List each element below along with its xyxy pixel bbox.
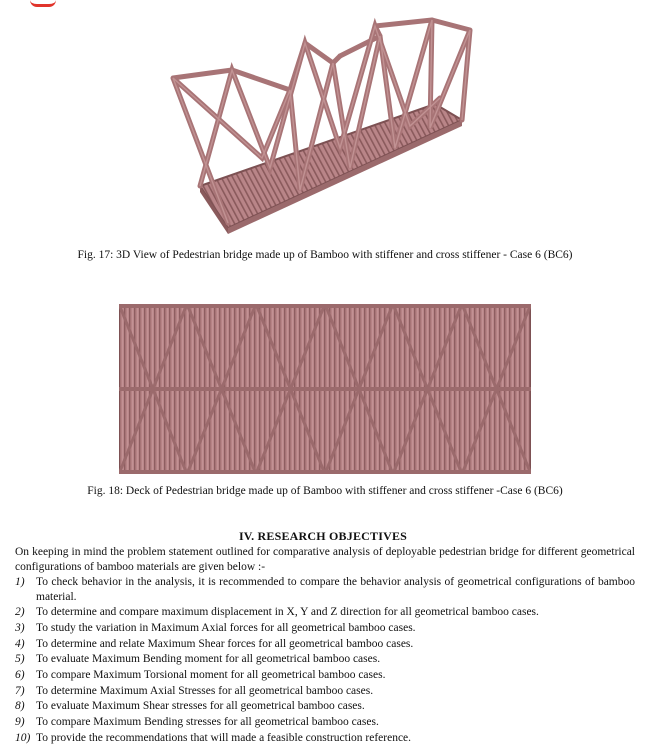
list-item [15,605,635,620]
list-item [15,637,635,652]
item-text: To compare Maximum Torsional moment for all geometrical bamboo cases. [36,668,386,681]
item-text: To study the variation in Maximum Axial forces for all geometrical bamboo cases. [36,621,416,634]
objectives-list [15,575,635,746]
item-number: 6) [15,668,25,681]
list-item [15,652,635,667]
list-item [15,715,635,730]
item-text: To determine and relate Maximum Shear forces for all geometrical bamboo cases. [36,637,414,650]
item-text: To evaluate Maximum Shear stresses for all geometrical bamboo cases. [36,700,365,713]
section-heading: IV. RESEARCH OBJECTIVES [238,529,408,543]
item-text: To determine Maximum Axial Stresses for all geometrical bamboo cases. [36,684,374,697]
item-number: 2) [15,606,25,619]
item-number: 7) [15,684,25,697]
list-item [15,668,635,683]
list-item [15,699,635,714]
corner-mark [30,0,56,7]
figure-17-caption: Fig. 17: 3D View of Pedestrian bridge made up of Bamboo with stiffener and cross stiffener - Case 6 (BC6) [77,249,573,261]
item-number: 10) [15,731,31,744]
list-item [15,684,635,699]
item-number: 8) [15,700,25,713]
figure-18-deck [119,304,531,474]
item-text: To evaluate Maximum Bending moment for all geometrical bamboo cases. [36,653,381,666]
item-text: To provide the recommendations that will made a feasible construction reference. [36,731,412,744]
figure-17-bridge-3d [170,8,480,238]
list-item [15,731,635,746]
item-number: 9) [15,716,25,728]
item-number: 1) [15,576,25,588]
list-item [15,575,635,604]
item-text: To check behavior in the analysis, it is recommended to compare the behavior analysis of geometrical configurations of bamboo material. [36,576,635,603]
item-number: 4) [15,637,25,650]
list-item [15,621,635,636]
item-number: 5) [15,653,25,666]
section-intro: On keeping in mind the problem statement outlined for comparative analysis of deployable pedestrian bridge for different geometrical configurations of bamboo materials are given below :- [15,546,635,573]
item-number: 3) [15,621,25,634]
item-text: To compare Maximum Bending stresses for all geometrical bamboo cases. [36,716,379,728]
figure-18-caption: Fig. 18: Deck of Pedestrian bridge made up of Bamboo with stiffener and cross stiffener -Case 6 (BC6) [87,485,563,497]
item-text: To determine and compare maximum displacement in X, Y and Z direction for all geometrical bamboo cases. [36,606,539,619]
